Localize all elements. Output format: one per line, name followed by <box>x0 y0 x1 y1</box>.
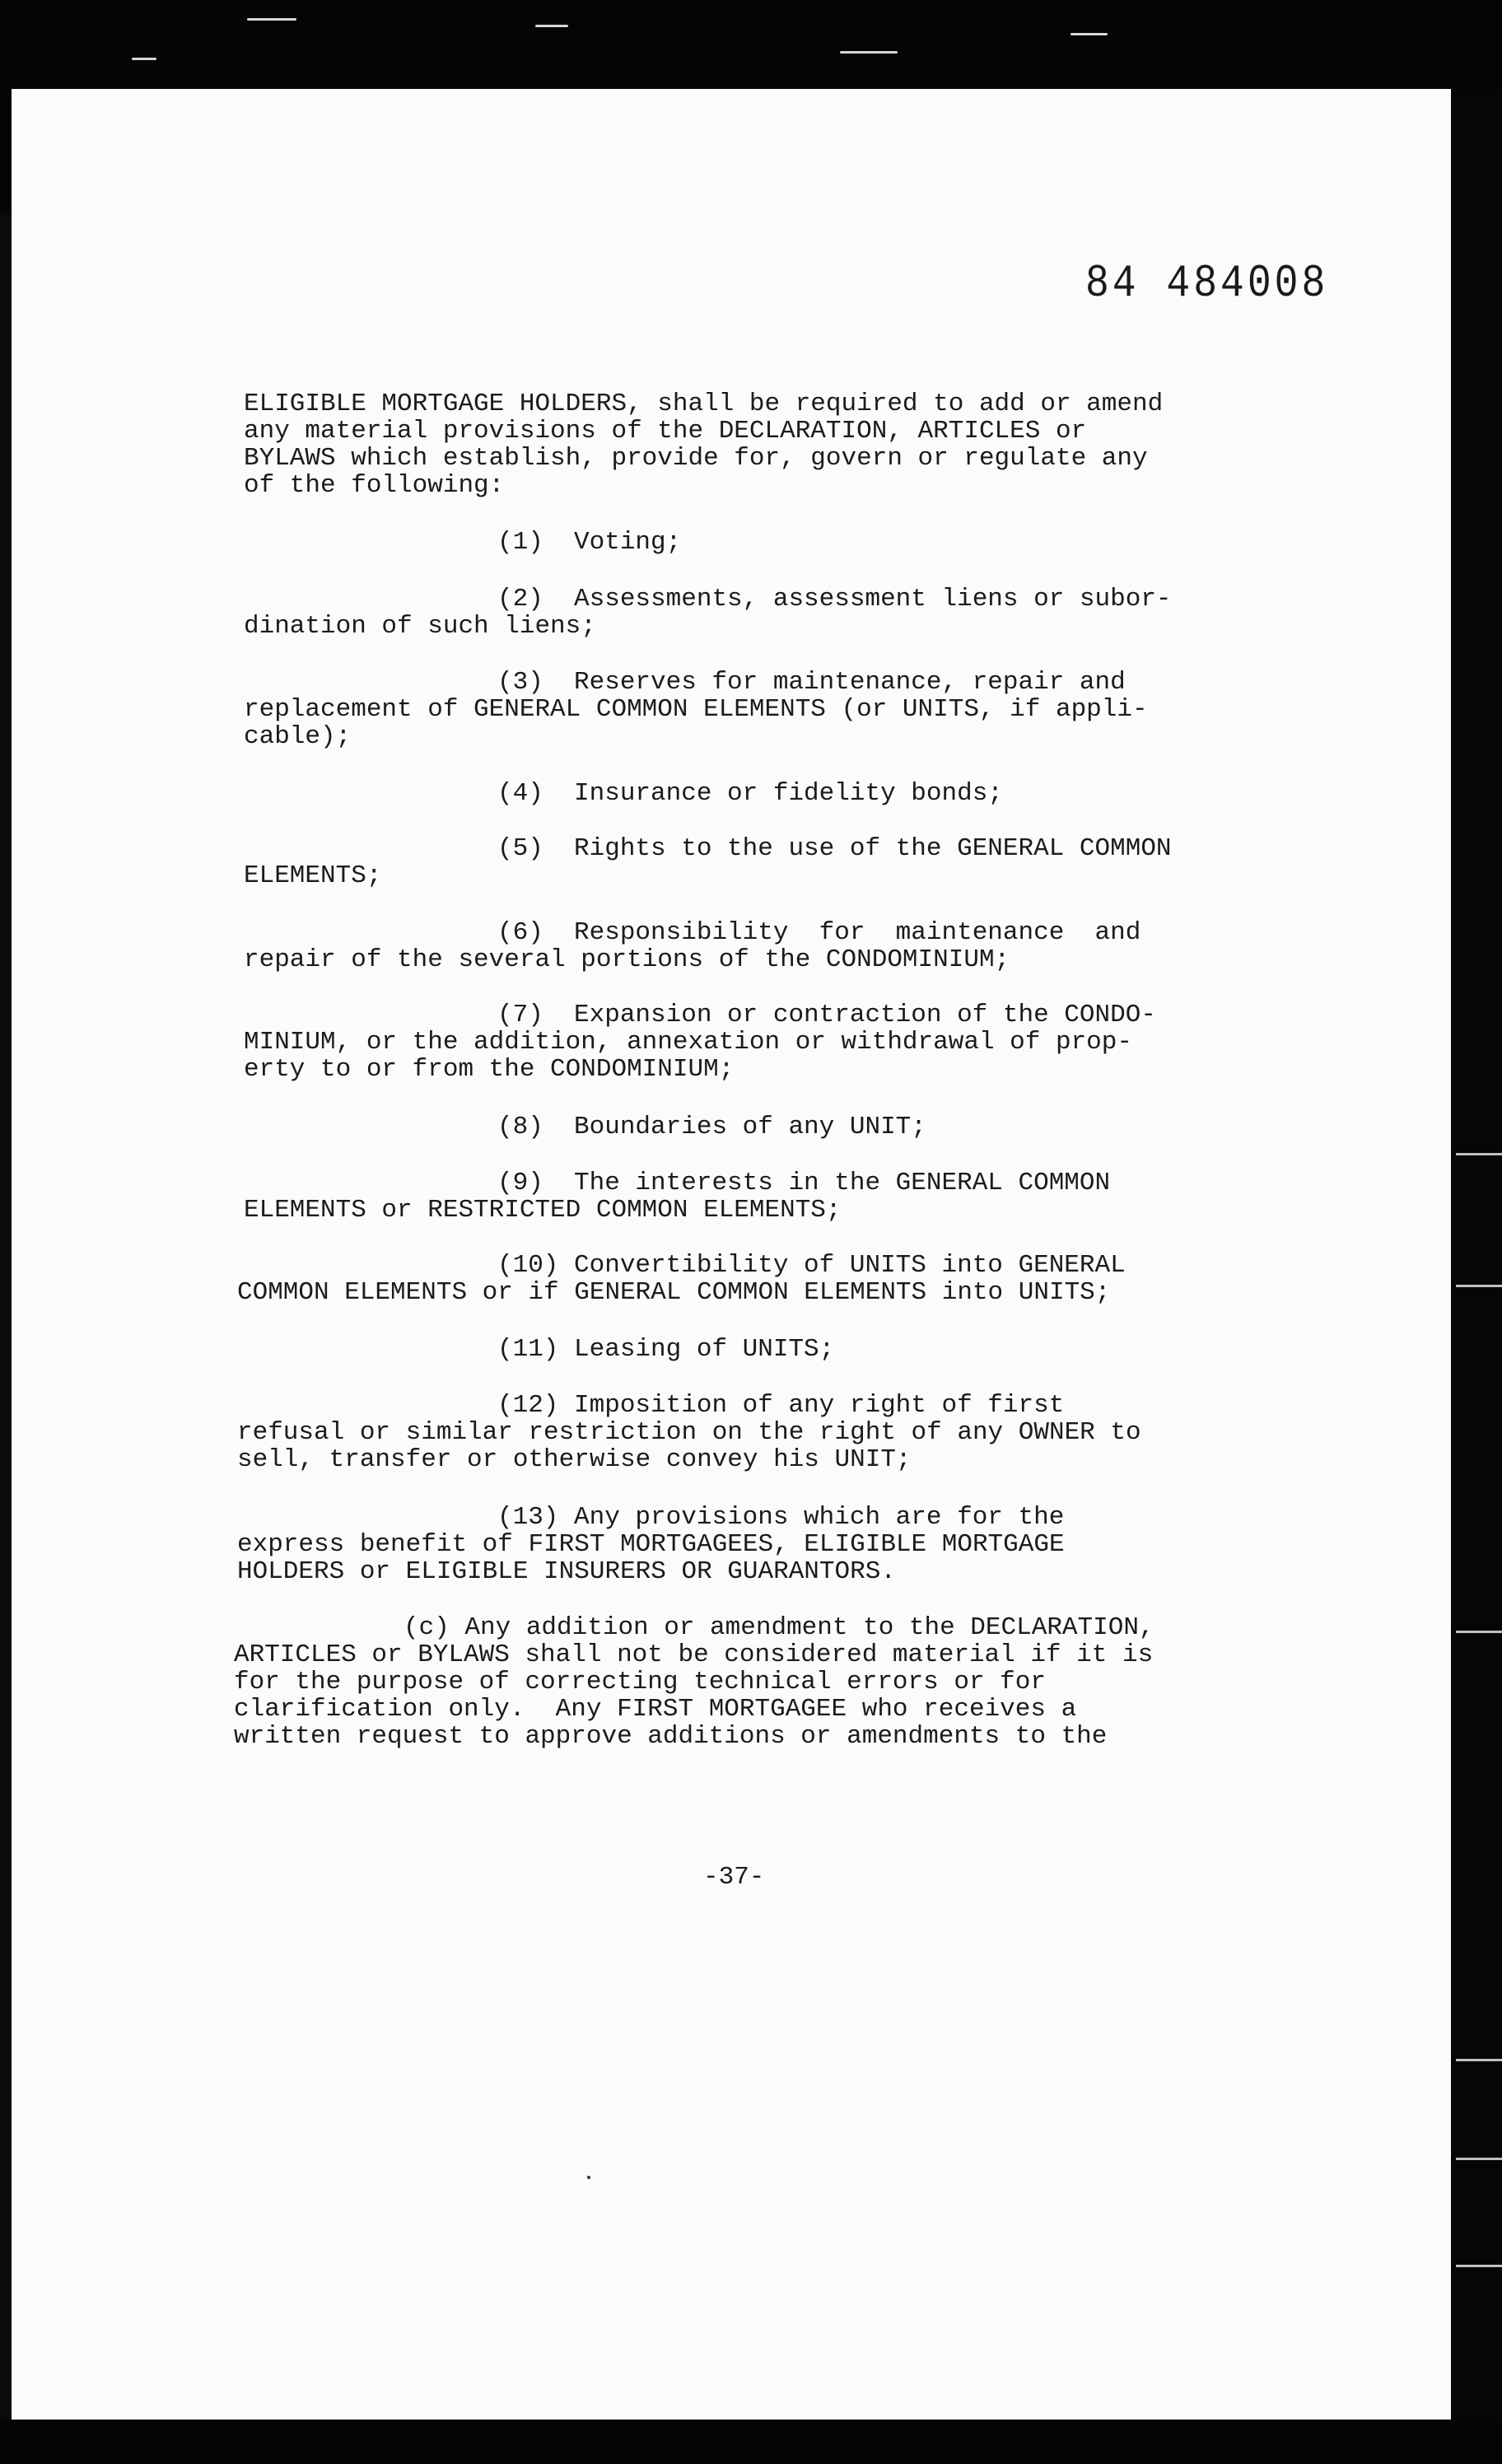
scan-mark <box>1456 1153 1502 1155</box>
scan-speck <box>247 18 296 21</box>
text-line: sell, transfer or otherwise convey his UNIT; <box>237 1445 912 1474</box>
text-line: COMMON ELEMENTS or if GENERAL COMMON ELEMENTS into UNITS; <box>237 1278 1111 1307</box>
text-line: BYLAWS which establish, provide for, govern or regulate any <box>244 444 1148 473</box>
scan-speck <box>1071 33 1108 35</box>
text-line: dination of such liens; <box>244 612 596 641</box>
text-line: ELEMENTS; <box>244 861 382 890</box>
list-item: (3) Reserves for maintenance, repair and <box>497 668 1126 697</box>
list-item: (9) The interests in the GENERAL COMMON <box>497 1169 1111 1197</box>
text-line: any material provisions of the DECLARATION, ARTICLES or <box>244 417 1087 446</box>
list-item: (1) Voting; <box>497 528 682 557</box>
text-line: HOLDERS or ELIGIBLE INSURERS OR GUARANTORS. <box>237 1557 896 1586</box>
scan-border-left <box>0 89 12 212</box>
list-item: (8) Boundaries of any UNIT; <box>497 1113 926 1141</box>
text-line: repair of the several portions of the CONDOMINIUM; <box>244 945 1010 974</box>
scan-mark <box>1456 2059 1502 2061</box>
list-item: (10) Convertibility of UNITS into GENERAL <box>497 1251 1126 1280</box>
scan-mark <box>1456 2265 1502 2267</box>
list-item: (5) Rights to the use of the GENERAL COMMON <box>497 834 1172 863</box>
scan-mark <box>1456 1285 1502 1287</box>
text-line: replacement of GENERAL COMMON ELEMENTS (or UNITS, if appli- <box>244 695 1148 724</box>
scan-mark <box>1456 2158 1502 2160</box>
document-number: 84 484008 <box>1085 258 1329 310</box>
text-line: refusal or similar restriction on the right of any OWNER to <box>237 1418 1141 1447</box>
scan-border-right <box>1451 89 1502 2420</box>
text-line: of the following: <box>244 471 505 500</box>
text-line: cable); <box>244 722 352 751</box>
text-line: written request to approve additions or amendments to the <box>234 1722 1108 1751</box>
list-item: (4) Insurance or fidelity bonds; <box>497 779 1003 808</box>
scan-border-bottom <box>0 2420 1502 2464</box>
list-item: (2) Assessments, assessment liens or subor- <box>497 585 1172 614</box>
text-line: ELIGIBLE MORTGAGE HOLDERS, shall be required to add or amend <box>244 390 1164 418</box>
text-line: clarification only. Any FIRST MORTGAGEE who receives a <box>234 1695 1077 1724</box>
text-line: for the purpose of correcting technical errors or for <box>234 1668 1046 1696</box>
list-item: (7) Expansion or contraction of the CONDO- <box>497 1001 1156 1029</box>
list-item: (13) Any provisions which are for the <box>497 1503 1065 1532</box>
paragraph-c-start: (c) Any addition or amendment to the DECLARATION, <box>403 1613 1154 1642</box>
scan-speck <box>535 25 568 27</box>
text-line: MINIUM, or the addition, annexation or withdrawal of prop- <box>244 1028 1132 1057</box>
list-item: (12) Imposition of any right of first <box>497 1391 1065 1420</box>
scan-dot <box>587 2176 590 2179</box>
text-line: express benefit of FIRST MORTGAGEES, ELIGIBLE MORTGAGE <box>237 1530 1065 1559</box>
page-number: -37- <box>703 1863 765 1892</box>
scan-speck <box>132 58 156 60</box>
text-line: ELEMENTS or RESTRICTED COMMON ELEMENTS; <box>244 1196 842 1225</box>
text-line: erty to or from the CONDOMINIUM; <box>244 1055 735 1084</box>
text-line: ARTICLES or BYLAWS shall not be considered material if it is <box>234 1640 1154 1669</box>
list-item: (6) Responsibility for maintenance and <box>497 918 1141 947</box>
scan-speck <box>840 51 898 54</box>
scan-mark <box>1456 1631 1502 1633</box>
scan-border-top <box>0 0 1502 92</box>
list-item: (11) Leasing of UNITS; <box>497 1335 835 1364</box>
